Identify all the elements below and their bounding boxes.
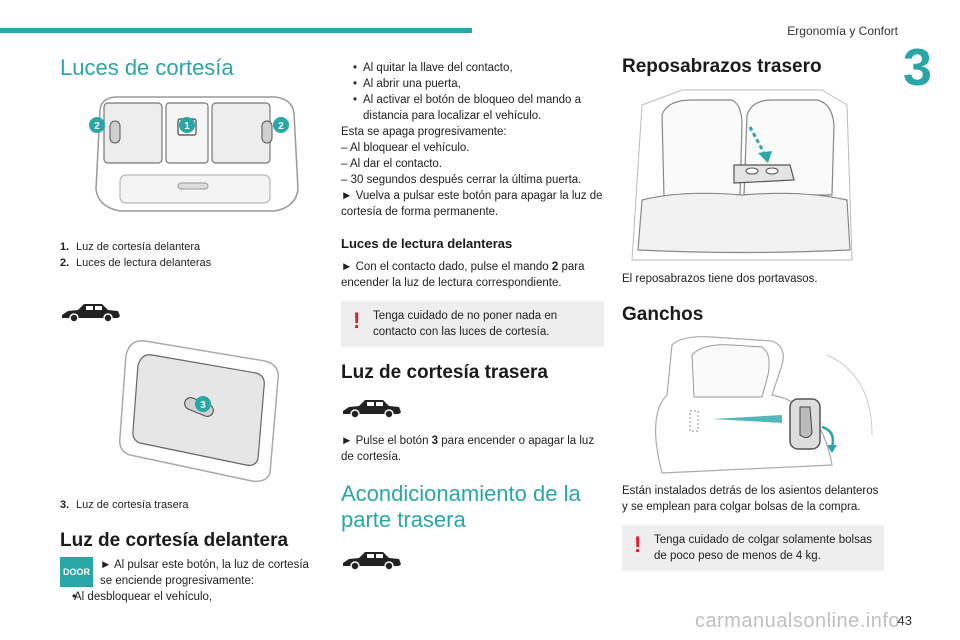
sedan-car-icon: [341, 549, 403, 571]
page-number: 43: [897, 613, 912, 628]
chapter-number: 3: [903, 39, 932, 97]
callout-2-left: 2: [94, 121, 100, 132]
rear-armrest-illustration: [622, 85, 862, 265]
sedan-car-icon: [60, 301, 122, 323]
door-button-icon: DOOR: [60, 557, 93, 587]
sedan-car-icon: [341, 397, 403, 419]
section-title: Ergonomía y Confort: [787, 24, 898, 38]
armrest-text: El reposabrazos tiene dos portavasos.: [622, 273, 818, 285]
courtesy-lights-title: Luces de cortesía: [60, 55, 234, 80]
off-intro: Esta se apaga progresivamente:: [341, 126, 507, 138]
rear-ceiling-light-illustration: [60, 333, 322, 483]
hooks-text: Están instalados detrás de los asientos delanteros y se emplean para colgar bolsas de la compra.: [622, 485, 879, 513]
rear-climate-title: Acondicionamiento de la parte trasera: [341, 481, 581, 532]
list-item: • Al activar el botón de bloqueo del mando a distancia para localizar el vehículo.: [341, 92, 604, 124]
off-condition: – Al bloquear el vehículo.: [341, 142, 470, 154]
legend-item: 3. Luz de cortesía trasera: [60, 499, 189, 511]
door-instruction: [60, 557, 322, 589]
armrest-title: Reposabrazos trasero: [622, 56, 822, 77]
rear-light-title: Luz de cortesía trasera: [341, 362, 548, 383]
legend-front: [60, 239, 322, 271]
list-item: • Al quitar la llave del contacto,: [341, 60, 604, 76]
seat-hook-illustration: [622, 335, 884, 475]
warning-exclamation-icon: !: [634, 532, 642, 557]
front-bullets: [60, 589, 322, 605]
column-3: [622, 55, 884, 571]
press-again-text: ► Vuelva a pulsar este botón para apagar la luz de cortesía de forma permanente.: [341, 190, 603, 218]
legend-item: 1. Luz de cortesía delantera: [60, 241, 201, 253]
hooks-title: Ganchos: [622, 304, 704, 325]
on-conditions-list: [341, 60, 604, 124]
warning-box: ! Tenga cuidado de no poner nada en contacto con las luces de cortesía.: [341, 301, 604, 347]
watermark: carmanualsonline.info: [694, 610, 900, 632]
legend-rear: [60, 497, 322, 513]
reading-lights-text: ► Con el contacto dado, pulse el mando 2 para encender la luz de lectura correspondiente.: [341, 261, 585, 289]
front-light-text: ► Al pulsar este botón, la luz de cortesía se enciende progresivamente:: [100, 559, 309, 587]
callout-1: 1: [184, 121, 190, 132]
column-1: [60, 55, 322, 605]
header-accent-bar: [0, 28, 472, 33]
off-condition: – 30 segundos después cerrar la última puerta.: [341, 174, 582, 186]
callout-2-right: 2: [278, 121, 284, 132]
callout-3: 3: [200, 400, 206, 411]
list-item: • Al abrir una puerta,: [341, 76, 604, 92]
front-light-title: Luz de cortesía delantera: [60, 530, 289, 551]
column-2: [341, 60, 604, 571]
rear-light-text: ► Pulse el botón 3 para encender o apagar la luz de cortesía.: [341, 435, 595, 463]
warning-box: ! Tenga cuidado de colgar solamente bolsas de poco peso de menos de 4 kg.: [622, 525, 884, 571]
legend-item: 2. Luces de lectura delanteras: [60, 257, 212, 269]
list-item: • Al desbloquear el vehículo,: [60, 589, 322, 605]
off-condition: – Al dar el contacto.: [341, 158, 443, 170]
warning-exclamation-icon: !: [353, 308, 361, 333]
front-ceiling-light-illustration: [60, 89, 322, 219]
reading-lights-title: Luces de lectura delanteras: [341, 236, 513, 251]
